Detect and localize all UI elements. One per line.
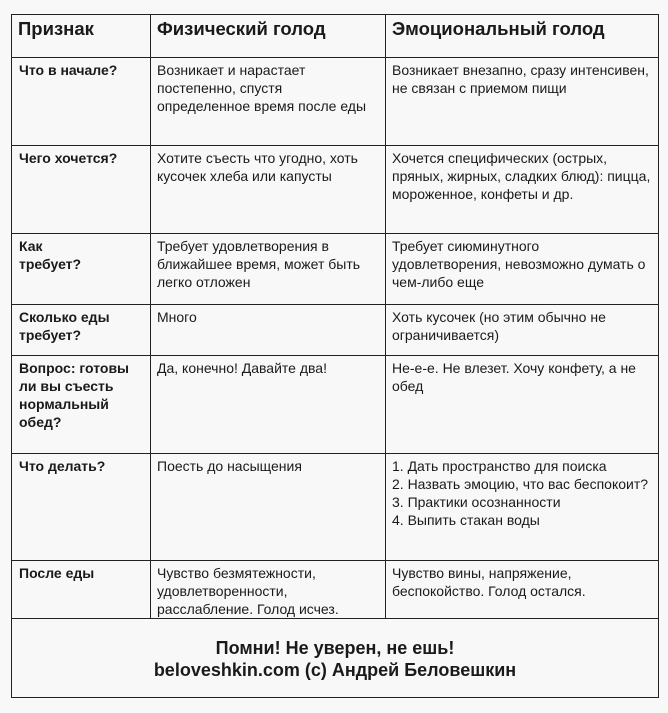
- table-row: [12, 561, 659, 619]
- row-label: Сколько еды требует?: [12, 305, 151, 356]
- hunger-comparison-table: [11, 14, 659, 698]
- table-row: [12, 454, 659, 561]
- table-header-row: [12, 15, 659, 58]
- physical-cell: Поесть до насыщения: [151, 454, 386, 561]
- footer-motto: Помни! Не уверен, не ешь!: [215, 638, 455, 658]
- row-label: Чего хочется?: [12, 146, 151, 234]
- action-item: 2. Назвать эмоцию, что вас беспокоит?: [392, 476, 649, 492]
- footer-row: [12, 619, 659, 698]
- row-label: После еды: [12, 561, 151, 619]
- table-row: [12, 234, 659, 305]
- table-row: [12, 58, 659, 146]
- emotional-cell: [386, 454, 659, 561]
- physical-cell: Требует удовлетворения в ближайшее время, может быть легко отложен: [151, 234, 386, 305]
- emotional-cell: Возникает внезапно, сразу интенсивен, не связан с приемом пищи: [386, 58, 659, 146]
- footer-cell: [12, 619, 659, 698]
- emotional-cell: Не-е-е. Не влезет. Хочу конфету, а не обед: [386, 356, 659, 454]
- table-row: [12, 356, 659, 454]
- row-label: Как требует?: [12, 234, 151, 305]
- row-label: Вопрос: готовы ли вы съесть нормальный обед?: [12, 356, 151, 454]
- emotional-cell: Требует сиюминутного удовлетворения, невозможно думать о чем-либо еще: [386, 234, 659, 305]
- action-item: 3. Практики осознанности: [392, 494, 561, 510]
- header-physical: Физический голод: [151, 15, 386, 58]
- header-emotional: Эмоциональный голод: [386, 15, 659, 58]
- action-item: 4. Выпить стакан воды: [392, 512, 540, 528]
- emotional-cell: Хочется специфических (острых, пряных, жирных, сладких блюд): пицца, мороженное, конфеты и др.: [386, 146, 659, 234]
- physical-cell: Много: [151, 305, 386, 356]
- table-row: [12, 305, 659, 356]
- physical-cell: Да, конечно! Давайте два!: [151, 356, 386, 454]
- row-label: Что в начале?: [12, 58, 151, 146]
- physical-cell: Хотите съесть что угодно, хоть кусочек хлеба или капусты: [151, 146, 386, 234]
- emotional-cell: Хоть кусочек (но этим обычно не ограничивается): [386, 305, 659, 356]
- emotional-cell: Чувство вины, напряжение, беспокойство. Голод остался.: [386, 561, 659, 619]
- physical-cell: Чувство безмятежности, удовлетворенности, расслабление. Голод исчез.: [151, 561, 386, 619]
- physical-cell: Возникает и нарастает постепенно, спустя определенное время после еды: [151, 58, 386, 146]
- table-row: [12, 146, 659, 234]
- header-sign: Признак: [12, 15, 151, 58]
- row-label: Что делать?: [12, 454, 151, 561]
- footer-credit: beloveshkin.com (c) Андрей Беловешкин: [153, 660, 517, 680]
- action-item: 1. Дать пространство для поиска: [392, 458, 607, 474]
